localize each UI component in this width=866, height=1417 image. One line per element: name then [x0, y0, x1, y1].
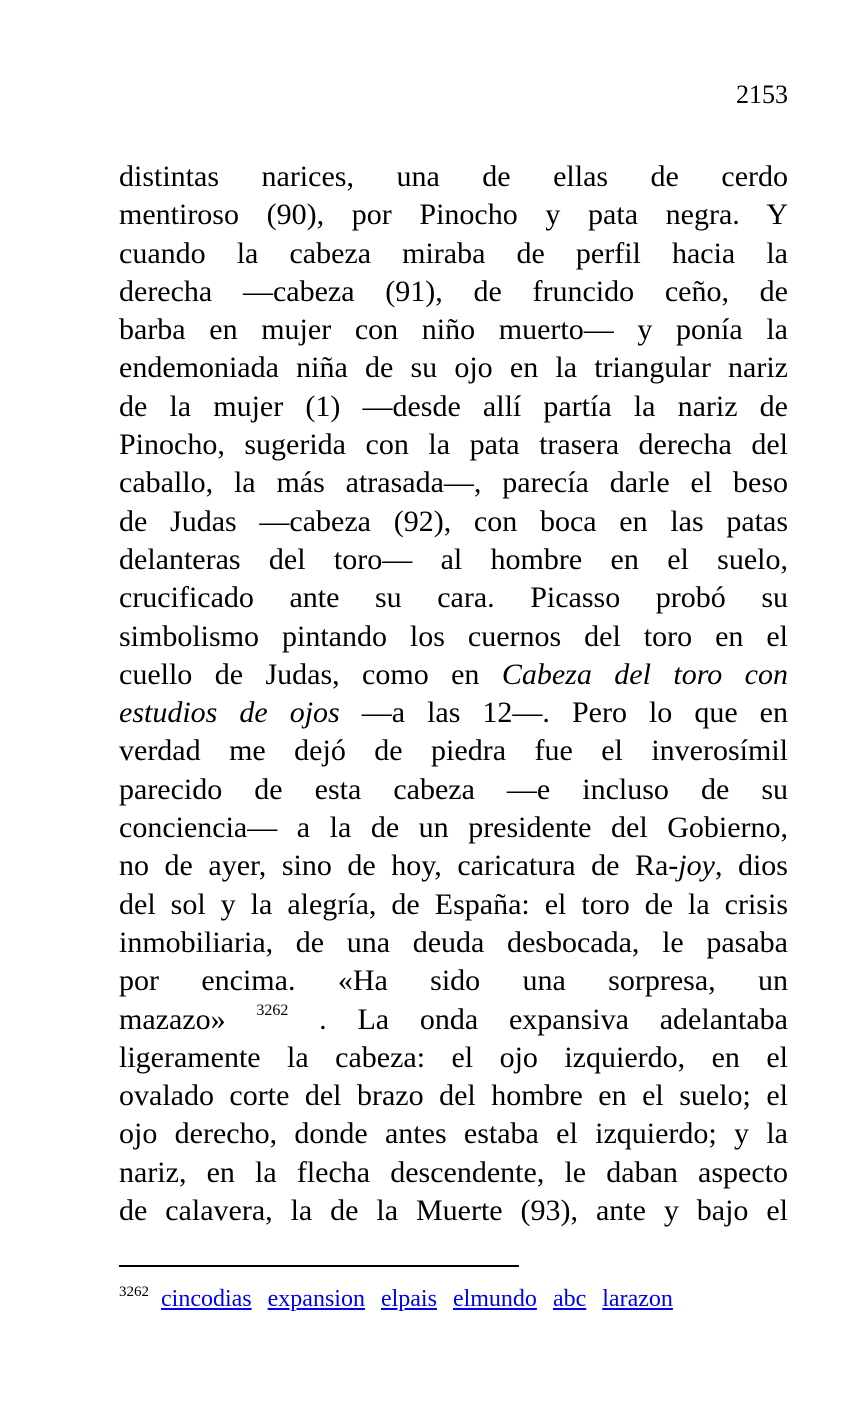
text-segment: distintas narices, una de ellas de cerdo	[119, 160, 788, 193]
text-segment: cuello de Judas, como en	[119, 657, 502, 691]
text-line	[119, 426, 788, 464]
footnote-link-larazon[interactable]: larazon	[602, 1286, 673, 1312]
text-line	[119, 847, 788, 885]
footnote-link-elpais[interactable]: elpais	[380, 1286, 437, 1312]
text-line	[119, 1115, 788, 1153]
text-line	[119, 235, 788, 273]
text-segment: inmobiliaria, de una deuda desbocada, le pasaba	[119, 925, 788, 959]
text-line	[119, 1154, 788, 1192]
text-line	[119, 1001, 788, 1039]
text-segment: conciencia— a la de un presidente del Gobierno,	[119, 811, 788, 845]
text-segment: parecido de esta cabeza —e incluso de su	[119, 772, 788, 806]
text-segment: verdad me dejó de piedra fue el inverosímil	[119, 734, 788, 768]
footnote-links	[161, 1286, 689, 1312]
text-segment: delanteras del toro— al hombre en el suelo,	[119, 542, 788, 576]
text-line	[119, 196, 788, 234]
italic-text: joy	[678, 849, 715, 883]
italic-text: Cabeza del toro con	[501, 657, 788, 691]
text-segment: del sol y la alegría, de España: el toro de la crisis	[119, 887, 788, 921]
text-segment: simbolismo pintando los cuernos del toro en el	[119, 619, 788, 653]
text-line	[119, 924, 788, 962]
text-line	[119, 656, 788, 694]
text-segment: cuando la cabeza miraba de perfil hacia la	[119, 236, 788, 270]
text-segment: . La onda expansiva adelantaba	[288, 1002, 788, 1036]
text-segment: de Judas —cabeza (92), con boca en las patas	[119, 504, 788, 538]
text-segment: —a las 12—. Pero lo que en	[339, 696, 788, 730]
footnote-divider	[119, 1265, 519, 1267]
body-text	[119, 158, 788, 1230]
text-line	[119, 1077, 788, 1115]
text-segment: derecha —cabeza (91), de fruncido ceño, de	[119, 274, 788, 308]
text-segment: por encima. «Ha sido una sorpresa, un	[119, 964, 788, 998]
footnote	[119, 1283, 689, 1315]
footnote-reference: 3262	[256, 1001, 289, 1019]
text-line	[119, 464, 788, 502]
text-line	[119, 273, 788, 311]
footnote-link-elmundo[interactable]: elmundo	[452, 1286, 537, 1312]
footnote-link-abc[interactable]: abc	[552, 1286, 587, 1312]
footnote-marker: 3262	[119, 1284, 149, 1300]
text-segment: mentiroso (90), por Pinocho y pata negra. Y	[119, 198, 788, 232]
text-line	[119, 158, 788, 196]
text-line	[119, 1039, 788, 1077]
text-line	[119, 503, 788, 541]
text-segment: Pinocho, sugerida con la pata trasera derecha del	[119, 428, 788, 462]
text-line	[119, 886, 788, 924]
text-segment: mazazo»	[119, 1002, 257, 1036]
text-segment: barba en mujer con niño muerto— y ponía la	[119, 313, 788, 347]
text-segment: ojo derecho, donde antes estaba el izquierdo; y la	[119, 1117, 788, 1151]
text-line	[119, 694, 788, 732]
text-segment: , dios	[714, 849, 788, 883]
text-segment: ovalado corte del brazo del hombre en el suelo; el	[119, 1079, 788, 1113]
text-line	[119, 732, 788, 770]
text-line	[119, 1192, 788, 1230]
text-line	[119, 541, 788, 579]
text-segment: nariz, en la flecha descendente, le daban aspecto	[119, 1155, 788, 1189]
footnote-link-cincodias[interactable]: cincodias	[161, 1286, 252, 1312]
text-line	[119, 809, 788, 847]
text-line	[119, 311, 788, 349]
text-segment: ligeramente la cabeza: el ojo izquierdo, en el	[119, 1040, 788, 1074]
text-line	[119, 962, 788, 1000]
page-number: 2153	[736, 80, 788, 109]
text-line	[119, 349, 788, 387]
text-segment: endemoniada niña de su ojo en la triangular nariz	[119, 351, 788, 385]
footnote-link-expansion[interactable]: expansion	[267, 1286, 365, 1312]
italic-text: estudios de ojos	[119, 696, 340, 730]
text-line	[119, 579, 788, 617]
text-segment: de calavera, la de la Muerte (93), ante y bajo el	[119, 1194, 788, 1228]
text-segment: crucificado ante su cara. Picasso probó su	[119, 581, 788, 615]
text-line	[119, 618, 788, 656]
text-line	[119, 771, 788, 809]
text-segment: no de ayer, sino de hoy, caricatura de Ra-	[119, 849, 679, 883]
text-line	[119, 388, 788, 426]
text-segment: de la mujer (1) —desde allí partía la nariz de	[119, 389, 788, 423]
text-segment: caballo, la más atrasada—, parecía darle el beso	[119, 466, 788, 500]
